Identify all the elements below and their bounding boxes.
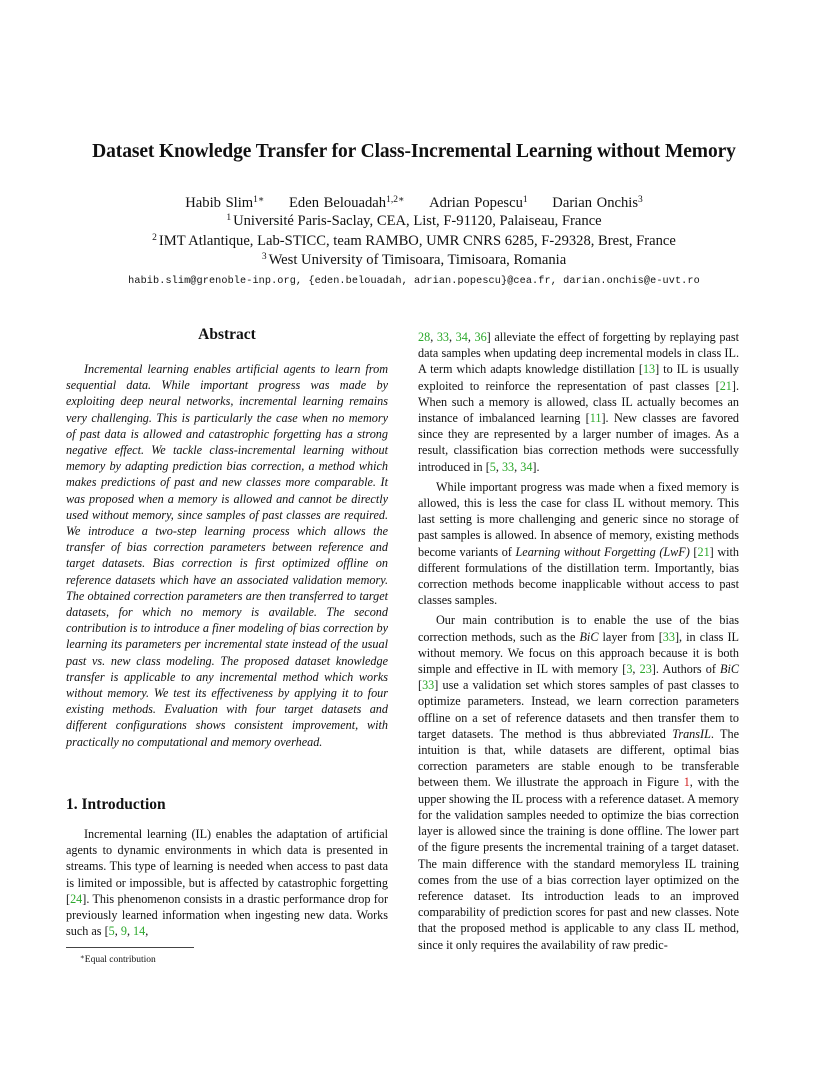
author-emails: habib.slim@grenoble-inp.org, {eden.belouadah, adrian.popescu}@cea.fr, darian.onchis@e-uvt.ro bbox=[128, 276, 700, 287]
footnote: ∗Equal contribution bbox=[80, 953, 156, 965]
intro-paragraph: 28, 33, 34, 36] alleviate the effect of forgetting by replaying past data samples when updating deep incremental models in class IL. A term which adapts knowledge distillation [13] to IL is usually exploited to reinforce the representation of past classes [21]. When such a memory is allowed, class IL actually becomes an instance of imbalanced learning [11]. New classes are favored since they are represented by a larger number of images. As a result, classification bias correction methods were successfully introduced in [5, 33, 34]. bbox=[418, 330, 739, 474]
intro-paragraph: Incremental learning (IL) enables the adaptation of artificial agents to dynamic environments in which data is presented in streams. This type of learning is needed when access to past data is limited or impossible, but is affected by catastrophic forgetting [24]. This phenomenon consists in a drastic performance drop for previously learned information when ingesting new data. Works such as [5, 9, 14, bbox=[66, 827, 388, 939]
paper-title: Dataset Knowledge Transfer for Class-Incremental Learning without Memory bbox=[92, 141, 736, 162]
citation-link[interactable]: 21 bbox=[697, 544, 710, 559]
author: Darian Onchis$^3$ bbox=[552, 195, 643, 211]
section-heading: 1. Introduction bbox=[66, 796, 166, 813]
abstract-text: Incremental learning enables artificial agents to learn from sequential data. While important progress was made by exploiting deep neural networks, incremental learning remains very challenging. This is particularly the case when no memory of past data is allowed and catastrophic forgetting has a strong negative effect. We tackle class-incremental learning without memory by adapting prediction bias correction, a method which makes predictions of past and new classes more comparable. It was proposed when a memory is allowed and cannot be directly used without memory, since samples of past classes are required. We introduce a two-step learning process which allows the transfer of bias correction parameters between reference and target datasets. Bias correction is first optimized offline on reference datasets which have an associated validation memory. The obtained correction parameters are then transferred to target datasets, for which no memory is available. The second contribution is to introduce a finer modeling of bias correction by learning its parameters per incremental state instead of the usual past vs. new class modeling. The proposed dataset knowledge transfer is applicable to any incremental method which works without memory. We test its effectiveness by applying it to four existing methods. Evaluation with four target datasets and different configurations shows consistent improvement, with practically no computational and memory overhead. bbox=[66, 362, 388, 749]
affiliation: $^3$ West University of Timisoara, Timisoara, Romania bbox=[261, 252, 567, 268]
citation-link[interactable]: 14 bbox=[133, 924, 146, 939]
citation-link[interactable]: 9 bbox=[120, 924, 127, 939]
citation-link[interactable]: 34 bbox=[455, 330, 468, 344]
author: Adrian Popescu$^1$ bbox=[429, 195, 528, 211]
citation-link[interactable]: 33 bbox=[422, 678, 435, 693]
intro-paragraph: While important progress was made when a fixed memory is allowed, this is less the case for class IL without memory. This last setting is more challenging and generic since no storage of past samples is allowed. In absence of memory, existing methods become variants of Learning without Forgetting (LwF) [21] with different formulations of the distillation term. Importantly, bias correction methods become inapplicable without access to past classes samples. bbox=[418, 479, 740, 608]
intro-paragraph: Our main contribution is to enable the use of the bias correction methods, such as the BiC layer from [33], in class IL without memory. We focus on this approach because it is both simple and effective in IL with memory [3, 23]. Authors of BiC [33] use a validation set which stores samples of past classes to optimize parameters. Instead, we learn correction parameters offline on a set of reference datasets and then transfer them to target datasets. The method is thus abbreviated TransIL. The intuition is that, while datasets are different, optimal bias correction parameters are stable enough to be transferable between them. We illustrate the approach in Figure 1, with the upper showing the IL process with a reference dataset. A memory for the validation samples needed to optimize the bias correction layer is allowed since the training is done offline. The lower part of the figure presents the incremental training of a target dataset. The main difference with the standard memoryless IL training comes from the use of a bias correction layer optimized on the reference dataset. Its introduction leads to an improved comparability of prediction scores for past and new classes. Note that the proposed method is applicable to any class IL method, since it only requires the availability of raw predic- bbox=[418, 613, 740, 952]
abstract-heading: Abstract bbox=[198, 326, 256, 343]
affiliation: $^1$ Université Paris-Saclay, CEA, List, F-91120, Palaiseau, France bbox=[226, 213, 602, 229]
citation-link[interactable]: 23 bbox=[639, 662, 652, 677]
citation-link[interactable]: 5 bbox=[489, 459, 496, 474]
citation-link[interactable]: 33 bbox=[501, 459, 515, 474]
citation-link[interactable]: 36 bbox=[474, 330, 487, 344]
citation-link[interactable]: 33 bbox=[436, 330, 450, 344]
citation-link[interactable]: 11 bbox=[589, 411, 602, 426]
author: Habib Slim$^{1∗}$ bbox=[185, 195, 265, 211]
footnote-rule bbox=[66, 947, 194, 948]
intro-column-left bbox=[66, 826, 388, 939]
citation-link[interactable]: 5 bbox=[108, 924, 115, 939]
citation-link[interactable]: 21 bbox=[719, 378, 732, 393]
citation-link[interactable]: 33 bbox=[662, 629, 675, 644]
citation-link[interactable]: 3 bbox=[626, 662, 633, 677]
affiliation: $^2$ IMT Atlantique, Lab-STICC, team RAMBO, UMR CNRS 6285, F-29328, Brest, France bbox=[152, 233, 676, 249]
citation-link[interactable]: 28 bbox=[418, 330, 431, 344]
author-list bbox=[0, 194, 828, 212]
citation-link[interactable]: 13 bbox=[642, 362, 656, 377]
citation-link[interactable]: 34 bbox=[520, 459, 533, 474]
citation-link[interactable]: 24 bbox=[70, 891, 83, 906]
right-column bbox=[418, 329, 739, 953]
figure-link[interactable]: 1 bbox=[683, 775, 690, 790]
author: Eden Belouadah$^{1,2∗}$ bbox=[289, 195, 405, 211]
